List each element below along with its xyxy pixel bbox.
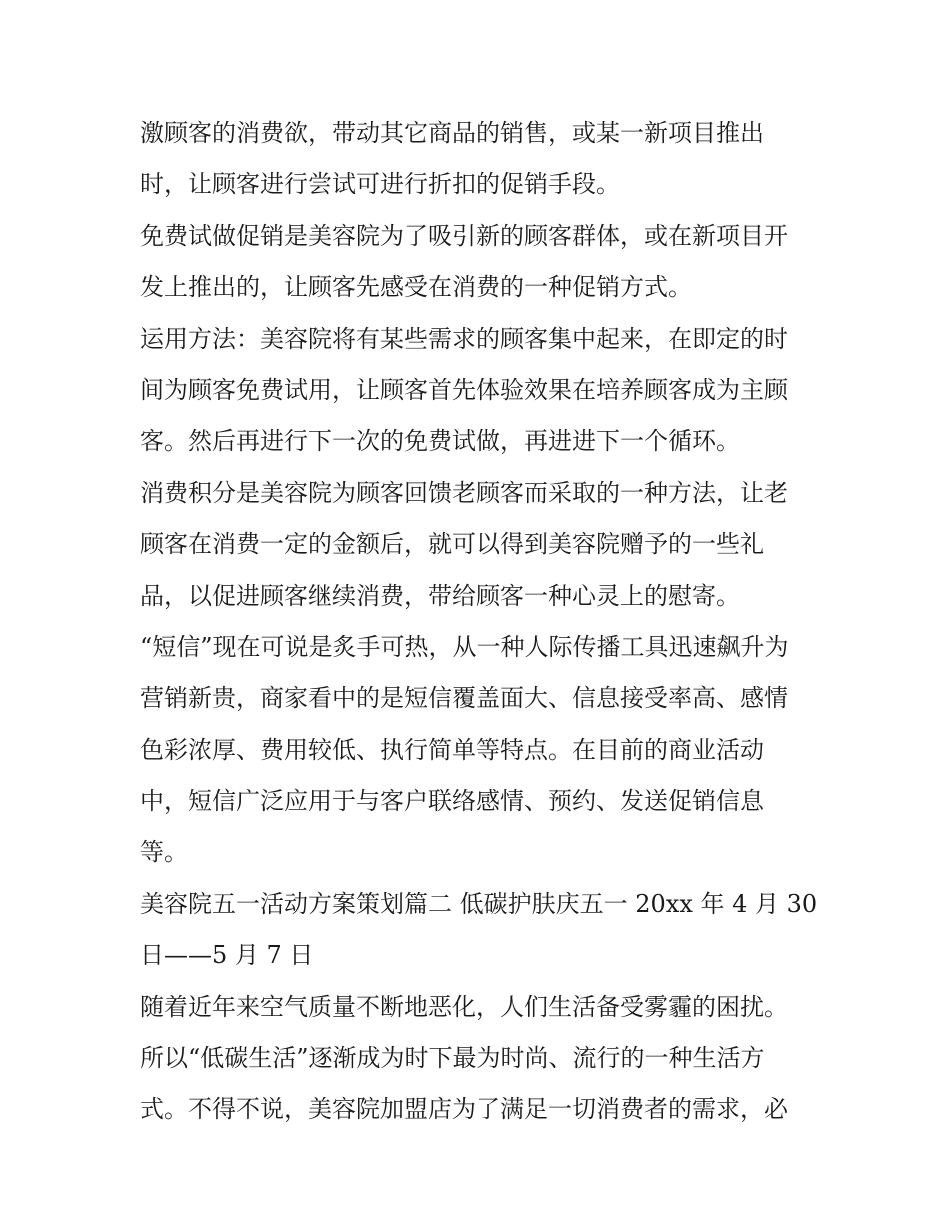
text-line: 激顾客的消费欲，带动其它商品的销售，或某一新项目推出 [140, 119, 764, 147]
text-line: 客。然后再进行下一次的免费试做，再进进下一个循环。 [140, 427, 740, 456]
document-body [140, 108, 820, 1136]
text-line: 免费试做促销是美容院为了吸引新的顾客群体，或在新项目开 [140, 221, 788, 250]
text-line: 营销新贵，商家看中的是短信覆盖面大、信息接受率高、感情 [140, 684, 788, 713]
text-line: 品，以促进顾客继续消费，带给顾客一种心灵上的慰寄。 [140, 581, 740, 610]
section-heading-line: 日——5 月 7 日 [140, 941, 314, 970]
text-line: 运用方法：美容院将有某些需求的顾客集中起来，在即定的时 [140, 324, 788, 353]
text-line: 间为顾客免费试用，让顾客首先体验效果在培养顾客成为主顾 [140, 375, 788, 404]
text-line: 随着近年来空气质量不断地恶化，人们生活备受雾霾的困扰。 [140, 992, 788, 1021]
text-line: 发上推出的，让顾客先感受在消费的一种促销方式。 [140, 273, 692, 302]
text-line: 消费积分是美容院为顾客回馈老顾客而采取的一种方法，让老 [140, 478, 788, 507]
text-line: “短信”现在可说是炙手可热，从一种人际传播工具迅速飙升为 [140, 632, 789, 661]
text-line: 时，让顾客进行尝试可进行折扣的促销手段。 [140, 170, 620, 199]
text-line: 式。不得不说，美容院加盟店为了满足一切消费者的需求，必 [140, 1095, 788, 1124]
text-line: 等。 [140, 838, 188, 867]
text-line: 色彩浓厚、费用较低、执行简单等特点。在目前的商业活动 [140, 735, 764, 764]
text-line: 所以“低碳生活”逐渐成为时下最为时尚、流行的一种生活方 [140, 1044, 765, 1073]
text-line: 中，短信广泛应用于与客户联络感情、预约、发送促销信息 [140, 787, 764, 816]
section-heading-line: 美容院五一活动方案策划篇二 低碳护肤庆五一 20xx 年 4 月 30 [140, 889, 818, 918]
text-line: 顾客在消费一定的金额后，就可以得到美容院赠予的一些礼 [140, 530, 764, 559]
